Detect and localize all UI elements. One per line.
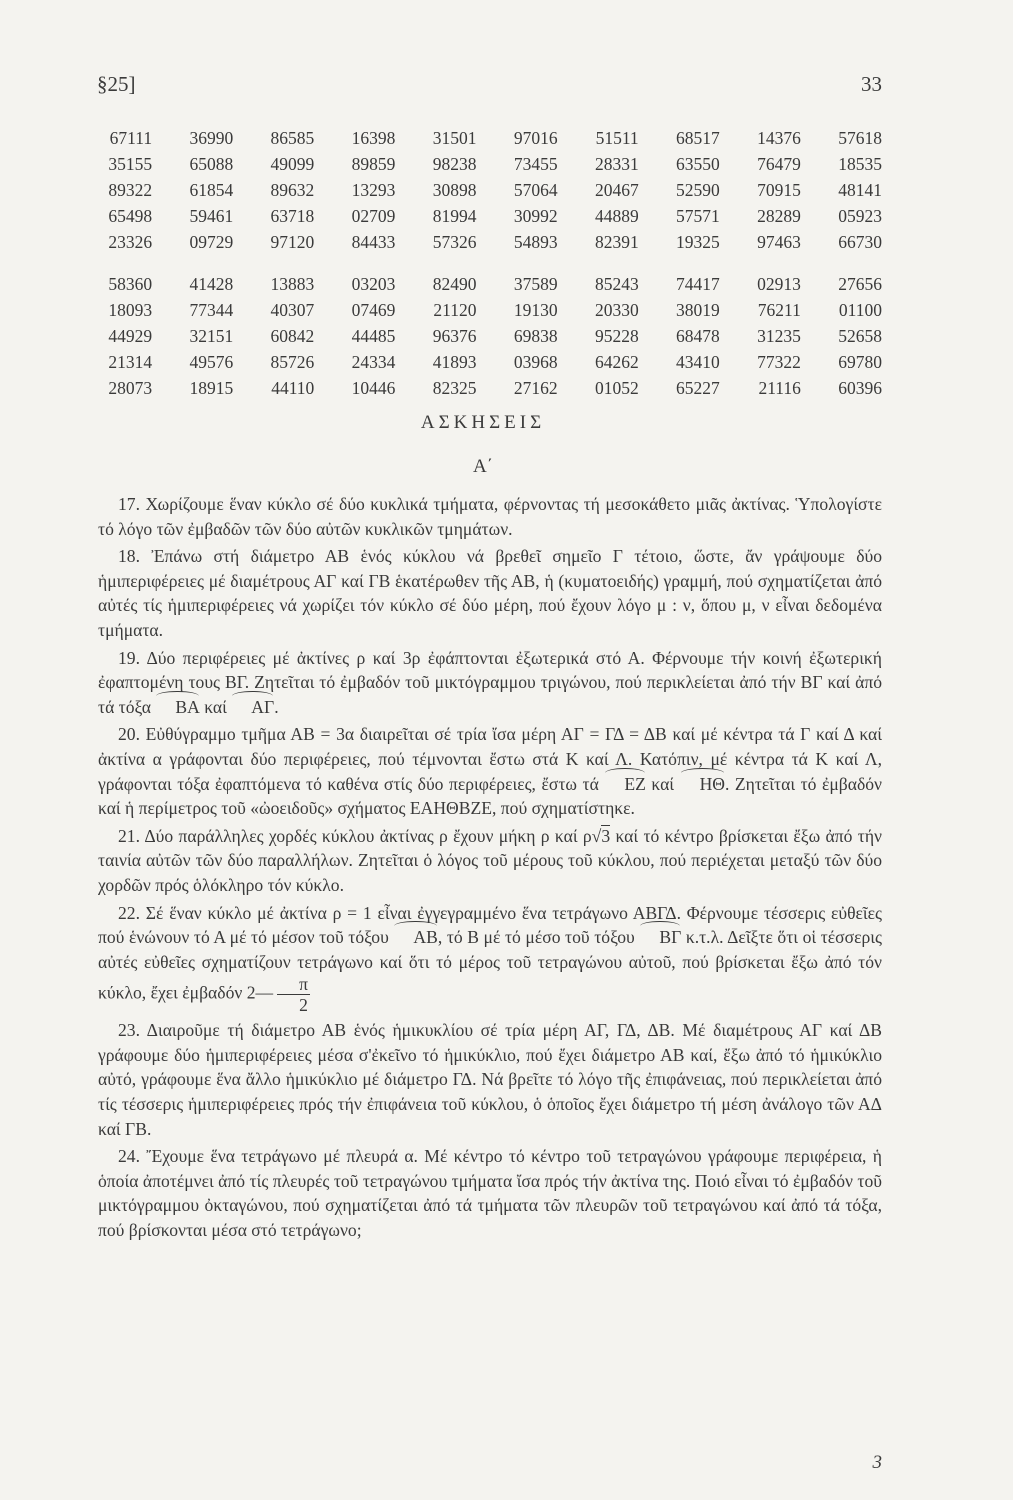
table-cell: 41893 <box>432 352 477 372</box>
table-cell: 36990 <box>189 128 234 148</box>
text: . <box>274 696 279 717</box>
table-cell: 35155 <box>108 154 153 174</box>
exercise-20 <box>98 722 882 820</box>
table-cell: 57064 <box>513 180 558 200</box>
random-number-table-group-1 <box>71 125 882 255</box>
table-cell: 28331 <box>594 154 639 174</box>
table-cell: 01052 <box>594 378 639 398</box>
table-cell: 57326 <box>432 232 477 252</box>
text: καί <box>199 696 232 717</box>
page-number: 33 <box>861 72 882 96</box>
table-cell: 01100 <box>838 300 882 320</box>
table-cell: 21120 <box>433 300 477 320</box>
table-cell: 65227 <box>676 378 720 398</box>
arc-ht: ΗΘ <box>680 772 725 797</box>
table-cell: 03968 <box>513 352 558 372</box>
table-cell: 19130 <box>513 300 558 320</box>
table-cell: 38019 <box>676 300 720 320</box>
table-row <box>71 229 882 255</box>
table-cell: 09729 <box>189 232 234 252</box>
table-cell: 21116 <box>758 378 801 398</box>
table-cell: 28073 <box>108 378 153 398</box>
table-cell: 95228 <box>594 326 639 346</box>
exercise-19 <box>98 646 882 720</box>
table-cell: 68478 <box>676 326 720 346</box>
table-cell: 41428 <box>189 274 234 294</box>
table-cell: 61854 <box>189 180 234 200</box>
denominator: 2 <box>299 995 308 1016</box>
table-row <box>71 323 882 349</box>
table-cell: 84433 <box>351 232 396 252</box>
table-cell: 28289 <box>757 206 801 226</box>
table-cell: 82325 <box>432 378 477 398</box>
table-cell: 13883 <box>270 274 315 294</box>
signature-mark: 3 <box>872 1452 882 1473</box>
arc-ba: ΒΑ <box>155 695 199 720</box>
table-cell: 66730 <box>838 232 882 252</box>
table-cell: 89322 <box>108 180 153 200</box>
table-cell: 69838 <box>513 326 558 346</box>
table-row <box>71 271 882 297</box>
table-cell: 64262 <box>594 352 639 372</box>
table-cell: 20330 <box>594 300 639 320</box>
table-cell: 31501 <box>432 128 477 148</box>
table-cell: 52590 <box>676 180 720 200</box>
table-cell: 48141 <box>838 180 882 200</box>
arc-ez: ΕΖ <box>604 772 646 797</box>
exercise-17: 17. Χωρίζουμε ἕναν κύκλο σέ δύο κυκλικά τμήματα, φέρνοντας τή μεσοκάθετο μιᾶς ἀκτίνας. Ὑπολογίστε τό λόγο τῶν ἐμβαδῶν τῶν δύο αὐτῶν κυκλικῶν τμημάτων. <box>98 494 882 539</box>
table-row <box>71 375 882 401</box>
fraction-pi-over-2 <box>277 974 310 1015</box>
table-cell: 68517 <box>676 128 720 148</box>
table-cell: 30898 <box>432 180 477 200</box>
table-cell: 16398 <box>351 128 396 148</box>
table-cell: 96376 <box>432 326 477 346</box>
table-cell: 82391 <box>594 232 639 252</box>
table-cell: 44110 <box>271 378 315 398</box>
table-cell: 14376 <box>757 128 801 148</box>
table-cell: 73455 <box>513 154 558 174</box>
table-cell: 27162 <box>513 378 558 398</box>
numerator: π <box>277 974 310 995</box>
table-cell: 44929 <box>108 326 153 346</box>
table-cell: 85243 <box>594 274 639 294</box>
arc-ag: ΑΓ <box>231 695 274 720</box>
table-cell: 03203 <box>351 274 396 294</box>
exercise-22 <box>98 901 882 1016</box>
text: , τό Β μέ τό μέσο τοῦ τόξου <box>437 927 640 948</box>
table-cell: 07469 <box>351 300 396 320</box>
table-cell: 74417 <box>676 274 720 294</box>
text: 22. Σέ ἕναν κύκλο μέ ἀκτίνα ρ = 1 εἶναι ἐγγεγραμμένο ἕνα τετράγωνο ΑΒΓΔ. Φέρνουμε τέσσερις εὐθεῖες πού ἑνώνουν τό Α μέ τό μέσον τοῦ τόξου <box>98 902 882 948</box>
table-cell: 65498 <box>108 206 153 226</box>
table-cell: 58360 <box>108 274 153 294</box>
table-cell: 76479 <box>757 154 801 174</box>
table-cell: 23326 <box>108 232 153 252</box>
table-cell: 86585 <box>270 128 315 148</box>
table-cell: 98238 <box>432 154 477 174</box>
table-cell: 97120 <box>270 232 315 252</box>
text: καί <box>645 773 680 794</box>
table-cell: 57571 <box>676 206 720 226</box>
table-cell: 69780 <box>838 352 882 372</box>
table-cell: 13293 <box>351 180 396 200</box>
table-cell: 49576 <box>189 352 234 372</box>
table-cell: 02913 <box>757 274 801 294</box>
table-cell: 31235 <box>757 326 801 346</box>
table-cell: 70915 <box>757 180 801 200</box>
table-cell: 97463 <box>757 232 801 252</box>
table-cell: 27656 <box>838 274 882 294</box>
table-cell: 59461 <box>189 206 234 226</box>
table-cell: 77322 <box>757 352 801 372</box>
table-row <box>71 151 882 177</box>
table-row <box>71 203 882 229</box>
table-cell: 10446 <box>351 378 396 398</box>
exercise-24: 24. Ἔχουμε ἕνα τετράγωνο μέ πλευρά α. Μέ κέντρο τό κέντρο τοῦ τετραγώνου γράφουμε περιφέρεια, ἡ ὁποία ἀποτέμνει ἀπό τίς πλευρές τοῦ τετραγώνου τμήματα ἴσα πρός τήν ἀκτίνα της. Ποιό εἶναι τό ἐμβαδόν τοῦ μικτόγραμμου ὀκταγώνου, πού σχηματίζεται ἀπό τά τμήματα τῶν πλευρῶν τοῦ τετραγώνου καί ἀπό τά τόξα, πού βρίσκονται μέσα στό τετράγωνο; <box>98 1146 882 1241</box>
table-cell: 51511 <box>595 128 639 148</box>
text: 20. Εὐθύγραμμο τμῆμα ΑΒ = 3α διαιρεῖται σέ τρία ἴσα μέρη ΑΓ = ΓΔ = ΔΒ καί μέ κέντρα τά Γ καί Δ καί ἀκτίνα α γράφονται δύο περιφέρειες, πού τέμνονται ἔστω στά Κ καί Λ. Κατόπιν, μέ κέντρα τά Κ καί Λ, γράφονται τόξα ἐφαπτόμενα τό καθένα στίς δύο περιφέρειες, ἔστω τά <box>98 724 882 794</box>
text: καί τό κέντρο βρίσκεται ἔξω ἀπό τήν ταινία αὐτῶν τῶν δύο παραλλήλων. Ζητεῖται ὁ λόγος τοῦ μέρους τοῦ κύκλου, πού περιέχεται μεταξύ τῶν δύο χορδῶν πρός ὁλόκληρο τόν κύκλο. <box>98 825 882 895</box>
table-cell: 89632 <box>270 180 315 200</box>
table-row <box>71 177 882 203</box>
table-cell: 54893 <box>513 232 558 252</box>
table-cell: 60842 <box>270 326 315 346</box>
radicand: 3 <box>601 825 611 846</box>
table-cell: 21314 <box>108 352 153 372</box>
table-cell: 18535 <box>838 154 882 174</box>
table-cell: 18915 <box>189 378 234 398</box>
table-cell: 52658 <box>838 326 882 346</box>
table-cell: 97016 <box>513 128 558 148</box>
table-cell: 89859 <box>351 154 396 174</box>
text: 19. Δύο περιφέρειες μέ ἀκτίνες ρ καί 3ρ ἐφάπτονται ἐξωτερικά στό Α. Φέρνουμε τήν κοινή ἐξωτερική ἐφαπτομένη τους ΒΓ. Ζητεῖται τό ἐμβαδόν τοῦ μικτόγραμμου τριγώνου, πού περικλείεται ἀπό τήν ΒΓ καί ἀπό τά τόξα <box>98 647 882 717</box>
table-cell: 20467 <box>594 180 639 200</box>
text: . Ζητεῖται τό ἐμβαδόν καί ἡ περίμετρος τοῦ «ὠοειδοῦς» σχήματος ΕΑΗΘΒΖΕ, πού σχηματίστηκε. <box>98 773 883 819</box>
table-cell: 82490 <box>432 274 477 294</box>
exercise-21 <box>98 824 882 898</box>
table-cell: 67111 <box>109 128 153 148</box>
table-row <box>71 297 882 323</box>
table-cell: 19325 <box>676 232 720 252</box>
exercises-subheading: Α΄ <box>472 456 494 477</box>
section-header: §25] <box>97 72 136 96</box>
table-cell: 18093 <box>108 300 153 320</box>
arc-bg: ΒΓ <box>639 925 681 950</box>
arc-ab: ΑΒ <box>393 925 437 950</box>
table-cell: 02709 <box>351 206 396 226</box>
table-cell: 44485 <box>351 326 396 346</box>
table-cell: 32151 <box>189 326 234 346</box>
exercise-23: 23. Διαιροῦμε τή διάμετρο ΑΒ ἑνός ἡμικυκλίου σέ τρία μέρη ΑΓ, ΓΔ, ΔΒ. Μέ διαμέτρους ΑΓ καί ΔΒ γράφουμε δύο ἡμιπεριφέρειες μέσα σ'ἐκεῖνο τό ἡμικύκλιο, πού ἔχει διάμετρο ΑΒ καί, ἔξω ἀπό τό ἡμικύκλιο αὐτό, γράφουμε ἕνα ἄλλο ἡμικύκλιο μέ διάμετρο ΓΔ. Νά βρεῖτε τό λόγο τῆς ἐπιφάνειας, πού περικλείεται ἀπό τίς τέσσερις ἡμιπεριφέρειες πρός τήν ἐπιφάνεια τοῦ κύκλου, ὁ ὁποῖος ἔχει διάμετρο τή μέση ἀνάλογο τῶν ΑΔ καί ΓΒ. <box>98 1020 882 1139</box>
table-row <box>71 125 882 151</box>
exercise-list <box>98 492 882 1246</box>
random-number-table-group-2 <box>71 271 882 401</box>
table-cell: 60396 <box>838 378 882 398</box>
table-cell: 24334 <box>351 352 396 372</box>
table-cell: 44889 <box>594 206 639 226</box>
table-cell: 63718 <box>270 206 315 226</box>
table-cell: 37589 <box>513 274 558 294</box>
table-cell: 85726 <box>270 352 315 372</box>
table-cell: 43410 <box>676 352 720 372</box>
table-row <box>71 349 882 375</box>
table-cell: 65088 <box>189 154 234 174</box>
table-cell: 77344 <box>189 300 234 320</box>
exercise-18: 18. Ἐπάνω στή διάμετρο ΑΒ ἑνός κύκλου νά βρεθεῖ σημεῖο Γ τέτοιο, ὥστε, ἄν γράψουμε δύο ἡμιπεριφέρειες μέ διαμέτρους ΑΓ καί ΓΒ ἑκατέρωθεν τῆς ΑΒ, ἡ (κυματοειδής) γραμμή, πού σχηματίζεται ἀπό αὐτές τίς ἡμιπεριφέρειες νά χωρίζει τόν κύκλο σέ δύο μέρη, πού ἔχουν λόγο μ : ν, ὅπου μ, ν εἶναι δεδομένα τμήματα. <box>98 546 882 640</box>
table-cell: 57618 <box>838 128 882 148</box>
table-cell: 05923 <box>838 206 882 226</box>
table-cell: 40307 <box>270 300 315 320</box>
table-cell: 49099 <box>270 154 315 174</box>
table-cell: 30992 <box>513 206 558 226</box>
table-cell: 81994 <box>432 206 477 226</box>
table-cell: 63550 <box>676 154 720 174</box>
table-cell: 76211 <box>757 300 801 320</box>
exercises-heading: ΑΣΚΗΣΕΙΣ <box>420 412 546 433</box>
text: 21. Δύο παράλληλες χορδές κύκλου ἀκτίνας ρ ἔχουν μήκη ρ καί ρ√ <box>118 825 602 846</box>
text: κ.τ.λ. Δεῖξτε ὅτι οἱ τέσσερις αὐτές εὐθεῖες σχηματίζουν τετράγωνο καί ὅτι τό μέρος τοῦ τετραγώνου αὐτοῦ, πού βρίσκεται ἔξω ἀπό τόν κύκλο, ἔχει ἐμβαδόν 2— <box>98 927 882 1003</box>
